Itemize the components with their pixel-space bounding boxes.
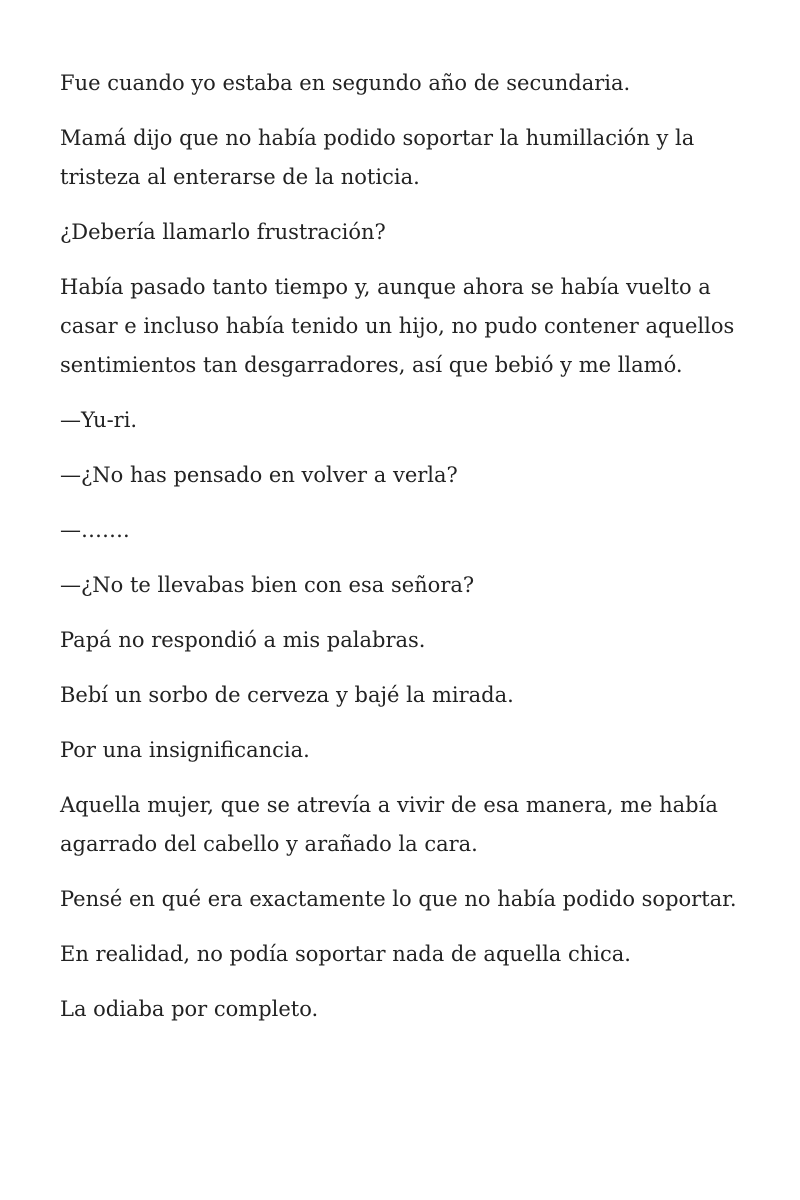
paragraph-8: —¿No te llevabas bien con esa señora?: [60, 573, 475, 597]
paragraph-1: Fue cuando yo estaba en segundo año de secundaria.: [60, 71, 631, 95]
paragraph-15: La odiaba por completo.: [60, 997, 319, 1021]
paragraph-7: —…….: [60, 518, 130, 542]
paragraph-10: Bebí un sorbo de cerveza y bajé la mirada.: [60, 683, 514, 707]
paragraph-12: Aquella mujer, que se atrevía a vivir de esa manera, me había agarrado del cabello y arañado la cara.: [60, 793, 718, 856]
paragraph-3: ¿Debería llamarlo frustración?: [60, 220, 386, 244]
paragraph-6: —¿No has pensado en volver a verla?: [60, 463, 458, 487]
paragraph-14: En realidad, no podía soportar nada de aquella chica.: [60, 942, 631, 966]
paragraph-13: Pensé en qué era exactamente lo que no había podido soportar.: [60, 887, 737, 911]
paragraph-5: —Yu-ri.: [60, 408, 138, 432]
paragraph-11: Por una insignificancia.: [60, 738, 310, 762]
paragraph-2: Mamá dijo que no había podido soportar la humillación y la tristeza al enterarse de la noticia.: [60, 126, 695, 189]
paragraph-4: Había pasado tanto tiempo y, aunque ahora se había vuelto a casar e incluso había tenido un hijo, no pudo contener aquellos sentimientos tan desgarradores, así que bebió y me llamó.: [60, 275, 735, 377]
paragraph-9: Papá no respondió a mis palabras.: [60, 628, 426, 652]
